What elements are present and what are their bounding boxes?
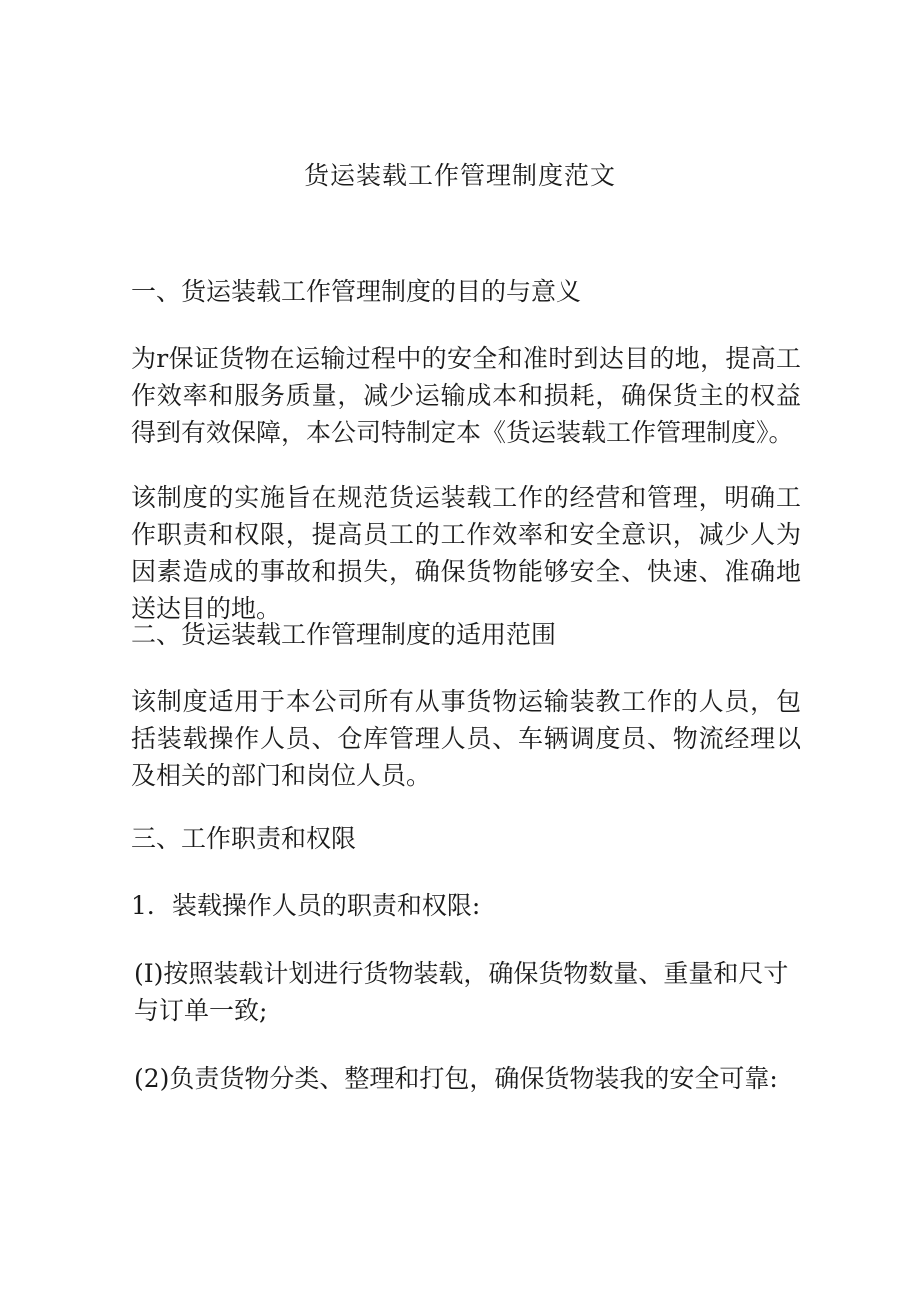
section-1-paragraph-2: 该制度的实施旨在规范货运装载工作的经营和管理，明确工作职责和权限，提高员工的工作效率和安全意识，减少人为因素造成的事故和损失，确保货物能够安全、快速、准确地送达目的地。 <box>131 483 801 623</box>
subsection-1-heading: 1．装载操作人员的职责和权限: <box>131 891 481 920</box>
section-2-paragraph-1: 该制度适用于本公司所有从事货物运输装教工作的人员，包括装载操作人员、仓库管理人员、车辆调度员、物流经理以及相关的部门和岗位人员。 <box>131 687 801 790</box>
list-item-2: (2)负责货物分类、整理和打包，确保货物装我的安全可靠: <box>134 1064 778 1093</box>
document-title: 货运装载工作管理制度范文 <box>303 161 616 190</box>
list-item-1: (I)按照装载计划进行货物装载，确保货物数量、重量和尺寸与订单一致; <box>134 959 789 1025</box>
section-3-heading: 三、工作职责和权限 <box>131 824 357 853</box>
section-1-heading: 一、货运装载工作管理制度的目的与意义 <box>131 277 582 306</box>
section-2-heading: 二、货运装载工作管理制度的适用范围 <box>131 620 557 649</box>
section-1-paragraph-1: 为r保证货物在运输过程中的安全和准时到达目的地，提高工作效率和服务质量，减少运输成本和损耗，确保货主的权益得到有效保障，本公司特制定本《货运装载工作管理制度》。 <box>131 344 801 447</box>
